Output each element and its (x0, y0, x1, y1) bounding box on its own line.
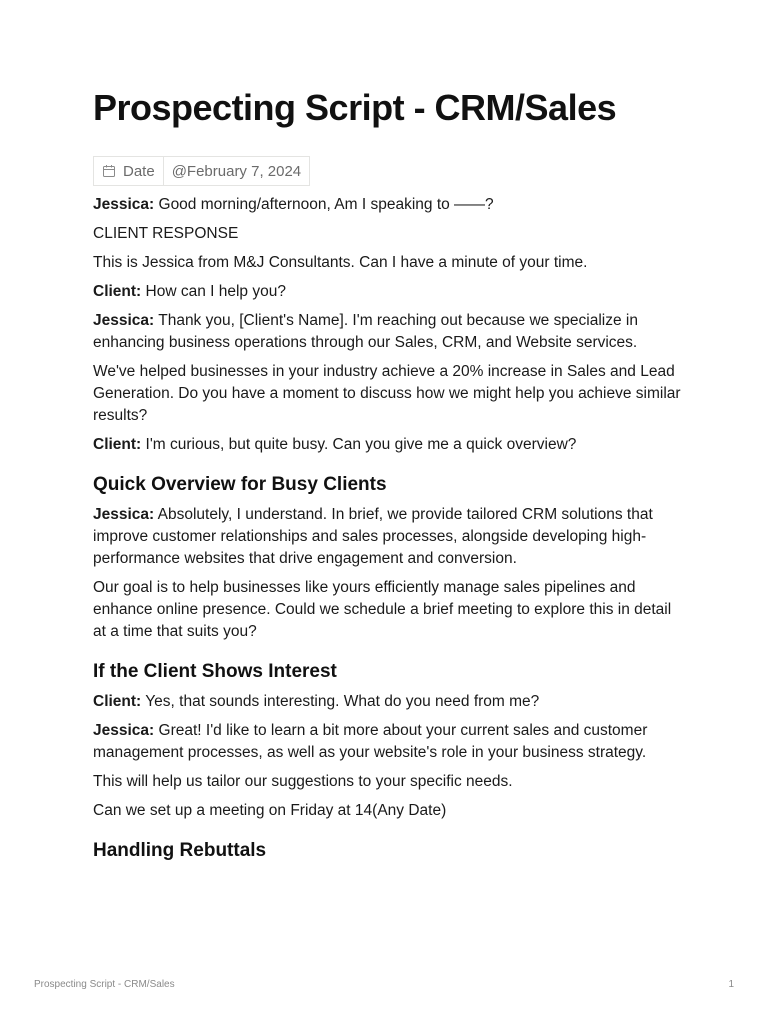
date-property (93, 156, 310, 186)
paragraph-text: We've helped businesses in your industry achieve a 20% increase in Sales and Lead Generation. Do you have a moment to discuss how we might help you achieve similar results? (93, 363, 681, 424)
paragraph-text: Can we set up a meeting on Friday at 14(Any Date) (93, 802, 447, 819)
footer-doc-title: Prospecting Script - CRM/Sales (34, 979, 175, 990)
speaker-label: Jessica: (93, 722, 155, 739)
speaker-label: Client: (93, 283, 142, 300)
section-heading: Handling Rebuttals (93, 840, 267, 861)
date-property-key (94, 157, 164, 185)
paragraph (93, 691, 683, 713)
script-body (93, 194, 683, 864)
page-title: Prospecting Script - CRM/Sales (93, 87, 617, 128)
paragraph (93, 310, 683, 354)
paragraph-text: CLIENT RESPONSE (93, 225, 239, 242)
paragraph (93, 252, 683, 274)
footer-page-number: 1 (728, 979, 734, 990)
calendar-icon (103, 165, 115, 177)
speaker-label: Jessica: (93, 506, 155, 523)
paragraph (93, 771, 683, 793)
section-heading: Quick Overview for Busy Clients (93, 474, 387, 495)
speaker-label: Jessica: (93, 312, 155, 329)
date-label: Date (123, 162, 155, 180)
page-footer (34, 979, 734, 990)
paragraph-text: How can I help you? (141, 283, 286, 300)
date-value-cell (164, 157, 309, 185)
paragraph-text: Absolutely, I understand. In brief, we provide tailored CRM solutions that improve customer relationships and sales processes, alongside developing high-performance websites that drive engagement and conversion. (93, 506, 653, 567)
section-heading: If the Client Shows Interest (93, 661, 337, 682)
paragraph-text: Our goal is to help businesses like yours efficiently manage sales pipelines and enhance online presence. Could we schedule a brief meeting to explore this in detail at a time that suits you? (93, 579, 672, 640)
document-page (93, 86, 683, 870)
paragraph (93, 577, 683, 643)
paragraph-text: This will help us tailor our suggestions to your specific needs. (93, 773, 513, 790)
paragraph (93, 434, 683, 456)
paragraph (93, 281, 683, 303)
paragraph-text: This is Jessica from M&J Consultants. Can I have a minute of your time. (93, 254, 588, 271)
speaker-label: Client: (93, 693, 142, 710)
paragraph (93, 800, 683, 822)
paragraph (93, 194, 683, 216)
paragraph (93, 361, 683, 427)
paragraph-text: Yes, that sounds interesting. What do you need from me? (141, 693, 540, 710)
paragraph-text: Thank you, [Client's Name]. I'm reaching out because we specialize in enhancing business operations through our Sales, CRM, and Website services. (93, 312, 638, 351)
paragraph-text: Great! I'd like to learn a bit more about your current sales and customer management processes, as well as your website's role in your business strategy. (93, 722, 648, 761)
paragraph-text: I'm curious, but quite busy. Can you give me a quick overview? (141, 436, 577, 453)
paragraph (93, 223, 683, 245)
paragraph-text: Good morning/afternoon, Am I speaking to ——? (154, 196, 494, 213)
speaker-label: Jessica: (93, 196, 155, 213)
paragraph (93, 504, 683, 570)
date-value[interactable]: @February 7, 2024 (171, 162, 302, 180)
paragraph (93, 720, 683, 764)
speaker-label: Client: (93, 436, 142, 453)
